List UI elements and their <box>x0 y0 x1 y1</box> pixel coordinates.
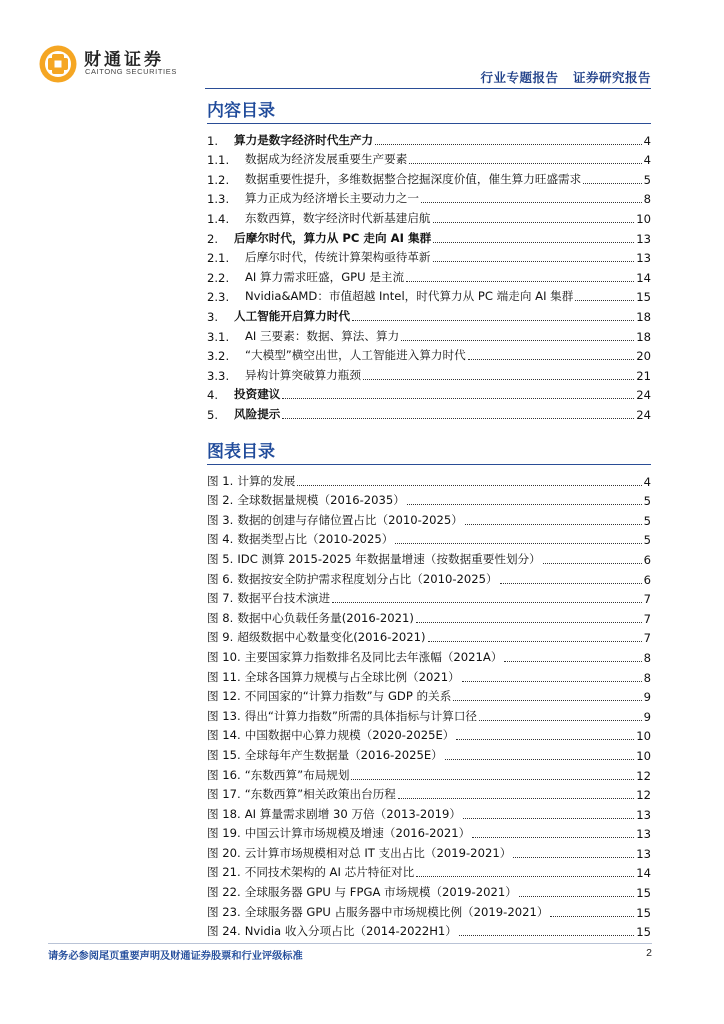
entry-number: 图 8. <box>207 610 234 625</box>
entry-page-number: 12 <box>636 788 651 803</box>
contents-section <box>207 99 651 422</box>
dot-leader <box>453 700 641 701</box>
entry-number: 3.1. <box>207 329 230 344</box>
toc-entry[interactable] <box>207 128 651 148</box>
entry-title: “大模型”横空出世，人工智能进入算力时代 <box>245 348 466 363</box>
entry-title: 数据中心负载任务量(2016-2021) <box>237 610 414 625</box>
dot-leader <box>519 896 634 897</box>
dot-leader <box>513 857 634 858</box>
dot-leader <box>421 202 642 203</box>
entry-title: “东数西算”相关政策出台历程 <box>244 787 396 802</box>
dot-leader <box>433 222 635 223</box>
entry-page-number: 13 <box>636 807 651 822</box>
figure-entry[interactable] <box>207 783 651 803</box>
toc-entry[interactable] <box>207 187 651 207</box>
figure-entry[interactable] <box>207 802 651 822</box>
entry-number: 5. <box>207 407 219 422</box>
entry-title: 数据重要性提升，多维数据整合挖掘深度价值，催生算力旺盛需求 <box>245 171 582 186</box>
entry-title: 数据平台技术演进 <box>237 591 331 606</box>
dot-leader <box>462 681 642 682</box>
entry-number: 图 9. <box>207 630 234 645</box>
figure-entry[interactable] <box>207 724 651 744</box>
dot-leader <box>428 641 642 642</box>
entry-number: 图 3. <box>207 512 234 527</box>
entry-page-number: 15 <box>636 886 651 901</box>
entry-page-number: 10 <box>636 729 651 744</box>
toc-entry[interactable] <box>207 285 651 305</box>
entry-title: AI 算量需求剧增 30 万倍（2013-2019） <box>244 806 462 821</box>
entry-page-number: 15 <box>636 925 651 940</box>
entry-title: IDC 测算 2015-2025 年数据量增速（按数据重要性划分） <box>237 551 541 566</box>
figure-entry[interactable] <box>207 743 651 763</box>
figures-section <box>207 440 651 939</box>
entry-page-number: 6 <box>643 572 651 587</box>
entry-number: 3. <box>207 309 219 324</box>
entry-title: 数据按安全防护需求程度划分占比（2010-2025） <box>237 571 498 586</box>
dot-leader <box>550 916 634 917</box>
entry-title: 不同国家的“计算力指数”与 GDP 的关系 <box>244 689 452 704</box>
dot-leader <box>406 281 634 282</box>
entry-page-number: 24 <box>636 407 651 422</box>
figures-title: 图表目录 <box>207 442 275 462</box>
entry-number: 2.2. <box>207 270 230 285</box>
contents-title: 内容目录 <box>207 101 275 121</box>
entry-number: 2.3. <box>207 290 230 305</box>
entry-page-number: 5 <box>643 494 651 509</box>
entry-title: Nvidia 收入分项占比（2014-2022H1） <box>244 924 457 939</box>
entry-page-number: 15 <box>636 905 651 920</box>
dot-leader <box>375 144 641 145</box>
dot-leader <box>409 163 641 164</box>
entry-title: 不同技术架构的 AI 芯片特征对比 <box>244 865 415 880</box>
toc-entry[interactable] <box>207 344 651 364</box>
entry-page-number: 13 <box>636 846 651 861</box>
entry-page-number: 21 <box>636 368 651 383</box>
figure-entry[interactable] <box>207 645 651 665</box>
entry-title: 得出“计算力指数”所需的具体指标与计算口径 <box>244 708 478 723</box>
dot-leader <box>575 300 634 301</box>
entry-page-number: 13 <box>636 827 651 842</box>
figure-entry[interactable] <box>207 665 651 685</box>
footer-disclaimer-link[interactable]: 请务必参阅尾页重要声明及财通证券股票和行业评级标准 <box>48 951 303 962</box>
figure-entry[interactable] <box>207 626 651 646</box>
entry-page-number: 7 <box>643 611 651 626</box>
entry-number: 图 23. <box>207 904 241 919</box>
toc-entry[interactable] <box>207 324 651 344</box>
entry-number: 图 5. <box>207 551 234 566</box>
entry-title: 超级数据中心数量变化(2016-2021) <box>237 630 426 645</box>
figure-entry[interactable] <box>207 469 651 489</box>
dot-leader <box>416 876 634 877</box>
entry-number: 图 18. <box>207 806 241 821</box>
entry-number: 1.3. <box>207 192 230 207</box>
entry-page-number: 5 <box>643 513 651 528</box>
entry-number: 图 14. <box>207 728 241 743</box>
entry-title: 风险提示 <box>234 406 281 421</box>
brand-name-cn: 财通证券 <box>84 50 164 70</box>
entry-page-number: 8 <box>643 670 651 685</box>
dot-leader <box>479 720 642 721</box>
dot-leader <box>472 837 634 838</box>
entry-page-number: 5 <box>643 172 651 187</box>
entry-title: 全球服务器 GPU 与 FPGA 市场规模（2019-2021） <box>244 885 517 900</box>
entry-number: 图 22. <box>207 885 241 900</box>
dot-leader <box>395 543 641 544</box>
entry-number: 图 7. <box>207 591 234 606</box>
entry-number: 图 24. <box>207 924 241 939</box>
figures-list <box>207 469 651 939</box>
entry-title: 后摩尔时代，算力从 PC 走向 AI 集群 <box>234 230 432 245</box>
toc-entry[interactable] <box>207 363 651 383</box>
entry-page-number: 14 <box>636 866 651 881</box>
entry-number: 图 2. <box>207 493 234 508</box>
entry-page-number: 14 <box>636 270 651 285</box>
entry-number: 图 21. <box>207 865 241 880</box>
figure-entry[interactable] <box>207 822 651 842</box>
entry-page-number: 5 <box>643 533 651 548</box>
dot-leader <box>463 818 634 819</box>
entry-page-number: 7 <box>643 592 651 607</box>
dot-leader <box>433 242 634 243</box>
footer-divider <box>48 943 652 944</box>
entry-number: 1.4. <box>207 211 230 226</box>
dot-leader <box>332 602 642 603</box>
entry-title: 主要国家算力指数排名及同比去年涨幅（2021A） <box>244 649 503 664</box>
contents-list <box>207 128 651 422</box>
entry-page-number: 7 <box>643 631 651 646</box>
entry-page-number: 20 <box>636 349 651 364</box>
figure-entry[interactable] <box>207 587 651 607</box>
entry-page-number: 9 <box>643 690 651 705</box>
entry-title: 后摩尔时代，传统计算架构亟待革新 <box>245 250 431 265</box>
toc-entry[interactable] <box>207 265 651 285</box>
entry-title: 全球每年产生数据量（2016-2025E） <box>244 747 443 762</box>
dot-leader <box>583 183 641 184</box>
entry-title: 云计算市场规模相对总 IT 支出占比（2019-2021） <box>244 845 512 860</box>
dot-leader <box>504 661 641 662</box>
entry-page-number: 24 <box>636 388 651 403</box>
dot-leader <box>401 340 634 341</box>
page-number: 2 <box>646 947 652 959</box>
entry-title: 数据类型占比（2010-2025） <box>237 532 394 547</box>
contents-title-divider <box>207 123 651 124</box>
figure-entry[interactable] <box>207 567 651 587</box>
entry-page-number: 8 <box>643 192 651 207</box>
toc-entry[interactable] <box>207 383 651 403</box>
entry-title: 算力是数字经济时代生产力 <box>234 132 374 147</box>
entry-number: 1.2. <box>207 172 230 187</box>
entry-number: 图 20. <box>207 845 241 860</box>
entry-number: 图 11. <box>207 669 241 684</box>
figure-entry[interactable] <box>207 841 651 861</box>
dot-leader <box>459 935 634 936</box>
dot-leader <box>398 798 634 799</box>
entry-page-number: 4 <box>643 153 651 168</box>
header-divider <box>205 88 651 89</box>
entry-title: 东数西算，数字经济时代新基建启航 <box>245 210 431 225</box>
entry-page-number: 18 <box>636 329 651 344</box>
entry-page-number: 8 <box>643 650 651 665</box>
toc-entry[interactable] <box>207 167 651 187</box>
figure-entry[interactable] <box>207 606 651 626</box>
figure-entry[interactable] <box>207 880 651 900</box>
entry-number: 图 6. <box>207 571 234 586</box>
entry-number: 图 17. <box>207 787 241 802</box>
entry-title: 全球数据量规模（2016-2035） <box>237 493 405 508</box>
figure-entry[interactable] <box>207 508 651 528</box>
entry-number: 图 12. <box>207 689 241 704</box>
entry-page-number: 13 <box>636 251 651 266</box>
dot-leader <box>445 759 634 760</box>
figure-entry[interactable] <box>207 861 651 881</box>
dot-leader <box>352 320 634 321</box>
figure-entry[interactable] <box>207 547 651 567</box>
entry-number: 3.2. <box>207 349 230 364</box>
toc-entry[interactable] <box>207 304 651 324</box>
figure-entry[interactable] <box>207 685 651 705</box>
entry-title: “东数西算”布局规划 <box>244 767 350 782</box>
toc-entry[interactable] <box>207 246 651 266</box>
report-type-label: 行业专题报告 证券研究报告 <box>480 70 651 85</box>
entry-number: 1.1. <box>207 153 230 168</box>
dot-leader <box>282 418 634 419</box>
entry-number: 1. <box>207 133 219 148</box>
entry-number: 图 10. <box>207 649 241 664</box>
entry-title: 人工智能开启算力时代 <box>234 308 350 323</box>
dot-leader <box>416 622 642 623</box>
caitong-logo-icon <box>38 44 78 84</box>
toc-entry[interactable] <box>207 206 651 226</box>
entry-number: 图 13. <box>207 708 241 723</box>
entry-title: Nvidia&AMD：市值超越 Intel，时代算力从 PC 端走向 AI 集群 <box>245 289 574 304</box>
dot-leader <box>500 583 642 584</box>
figure-entry[interactable] <box>207 900 651 920</box>
figure-entry[interactable] <box>207 763 651 783</box>
entry-title: 算力正成为经济增长主要动力之一 <box>245 191 419 206</box>
entry-number: 图 19. <box>207 826 241 841</box>
dot-leader <box>351 779 634 780</box>
brand-name-en: CAITONG SECURITIES <box>85 67 177 76</box>
entry-page-number: 12 <box>636 768 651 783</box>
entry-page-number: 9 <box>643 709 651 724</box>
dot-leader <box>465 524 642 525</box>
entry-page-number: 6 <box>643 552 651 567</box>
entry-title: 全球服务器 GPU 占服务器中市场规模比例（2019-2021） <box>244 904 549 919</box>
dot-leader <box>363 379 634 380</box>
page-header <box>0 0 724 90</box>
entry-title: 中国云计算市场规模及增速（2016-2021） <box>244 826 471 841</box>
dot-leader <box>407 504 642 505</box>
entry-page-number: 4 <box>643 474 651 489</box>
entry-page-number: 13 <box>636 231 651 246</box>
entry-title: 数据成为经济发展重要生产要素 <box>245 152 408 167</box>
entry-title: 投资建议 <box>234 387 281 402</box>
dot-leader <box>297 485 641 486</box>
toc-entry[interactable] <box>207 226 651 246</box>
entry-page-number: 18 <box>636 309 651 324</box>
entry-number: 图 1. <box>207 473 234 488</box>
entry-number: 3.3. <box>207 368 230 383</box>
entry-number: 图 15. <box>207 747 241 762</box>
entry-number: 图 16. <box>207 767 241 782</box>
entry-page-number: 15 <box>636 290 651 305</box>
toc-entry[interactable] <box>207 402 651 422</box>
figure-entry[interactable] <box>207 528 651 548</box>
dot-leader <box>282 398 634 399</box>
dot-leader <box>456 739 634 740</box>
entry-title: 异构计算突破算力瓶颈 <box>245 367 361 382</box>
entry-number: 2. <box>207 231 219 246</box>
entry-title: AI 三要素：数据、算法、算力 <box>245 328 400 343</box>
entry-page-number: 10 <box>636 211 651 226</box>
entry-title: 计算的发展 <box>237 473 296 488</box>
entry-page-number: 10 <box>636 748 651 763</box>
entry-title: AI 算力需求旺盛，GPU 是主流 <box>245 269 405 284</box>
entry-number: 2.1. <box>207 251 230 266</box>
entry-title: 数据的创建与存储位置占比（2010-2025） <box>237 512 463 527</box>
figure-entry[interactable] <box>207 920 651 940</box>
figures-title-divider <box>207 464 651 465</box>
toc-entry[interactable] <box>207 148 651 168</box>
figure-entry[interactable] <box>207 704 651 724</box>
dot-leader <box>468 359 635 360</box>
entry-page-number: 4 <box>643 133 651 148</box>
entry-title: 全球各国算力规模与占全球比例（2021） <box>244 669 460 684</box>
entry-number: 4. <box>207 388 219 403</box>
dot-leader <box>543 563 642 564</box>
figure-entry[interactable] <box>207 489 651 509</box>
entry-title: 中国数据中心算力规模（2020-2025E） <box>244 728 455 743</box>
dot-leader <box>433 261 635 262</box>
entry-number: 图 4. <box>207 532 234 547</box>
